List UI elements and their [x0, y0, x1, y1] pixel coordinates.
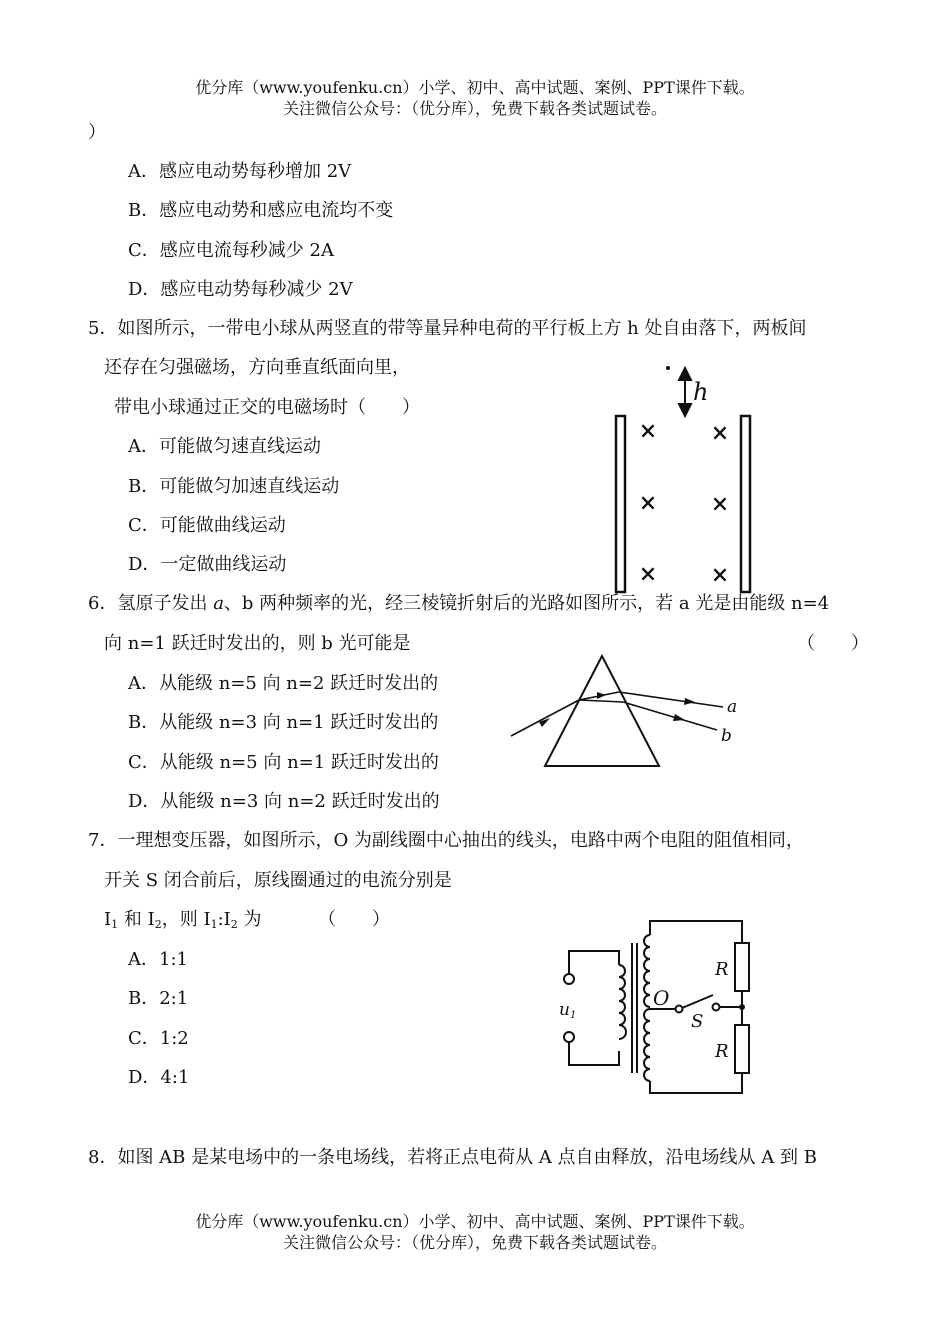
arrow-head — [684, 698, 695, 705]
q6-option-b: B．从能级 n=3 向 n=1 跃迁时发出的 — [128, 712, 439, 733]
q4-option-a: A．感应电动势每秒增加 2V — [128, 161, 352, 182]
q6-option-c: C．从能级 n=5 向 n=1 跃迁时发出的 — [128, 752, 439, 773]
terminal-bottom — [564, 1032, 574, 1042]
and-word: 和 — [118, 909, 148, 930]
q4-option-b: B．感应电动势和感应电流均不变 — [128, 200, 394, 221]
ball-dot — [666, 366, 670, 370]
q4-stem-tail: ） — [88, 122, 106, 143]
label-u: u1 — [559, 1000, 577, 1021]
q4-option-c: C．感应电流每秒减少 2A — [128, 240, 334, 261]
q6-stem-line-1 — [88, 593, 829, 615]
q7-stem-line-2: 开关 S 闭合前后，原线圈通过的电流分别是 — [104, 870, 452, 891]
left-plate — [616, 416, 625, 592]
q8-stem-line-1: 8．如图 AB 是某电场中的一条电场线，若将正点电荷从 A 点自由释放，沿电场线从 A 到 B — [88, 1147, 817, 1168]
resistor-bottom — [735, 1025, 749, 1073]
arrow-head — [597, 692, 606, 699]
label-r-top: R — [715, 959, 729, 980]
q6-option-a: A．从能级 n=5 向 n=2 跃迁时发出的 — [128, 673, 439, 694]
q7-option-a: A．1:1 — [128, 949, 188, 970]
inner-ray-b — [579, 700, 623, 702]
label-o: O — [653, 986, 670, 1010]
q7-stem-line-1: 7．一理想变压器，如图所示，O 为副线圈中心抽出的线头，电路中两个电阻的阻值相同， — [88, 830, 804, 851]
arrow-head — [539, 718, 550, 727]
q6-stem-line-2: 向 n=1 跃迁时发出的，则 b 光可能是 — [104, 633, 411, 654]
subscript-2: 2 — [230, 918, 238, 931]
ratio-pre: ，则 — [161, 909, 204, 930]
subscript-1: 1 — [210, 918, 218, 931]
ratio-colon: : — [217, 909, 224, 930]
ratio-i1: I — [203, 909, 211, 930]
arrow-head — [673, 714, 685, 721]
q6-option-d: D．从能级 n=3 向 n=2 跃迁时发出的 — [128, 791, 440, 812]
primary-wire — [569, 951, 619, 974]
q7-figure-transformer — [555, 915, 770, 1100]
subscript-2: 2 — [154, 918, 162, 931]
footer-line-2: 关注微信公众号：（优分库），免费下载各类试题试卷。 — [282, 1233, 667, 1252]
switch-blade — [682, 995, 713, 1008]
terminal-top — [564, 974, 574, 984]
header-line-1: 优分库（www.youfenku.cn）小学、初中、高中试题、案例、PPT课件下载。 — [195, 78, 755, 97]
q7-option-c: C．1:2 — [128, 1028, 189, 1049]
secondary-coil — [644, 935, 650, 1007]
q4-option-d: D．感应电动势每秒减少 2V — [128, 279, 353, 300]
field-x-mark: × — [638, 418, 658, 444]
primary-coil — [619, 965, 626, 1039]
secondary-wire — [650, 1073, 742, 1093]
q5-stem-line-1: 5．如图所示，一带电小球从两竖直的带等量异种电荷的平行板上方 h 处自由落下，两板间 — [88, 318, 807, 339]
junction-dot — [739, 1004, 745, 1010]
q5-option-a: A．可能做匀速直线运动 — [128, 436, 321, 457]
q6-figure-prism — [505, 652, 755, 772]
q7-option-d: D．4:1 — [128, 1067, 190, 1088]
h-label: h — [693, 378, 709, 406]
q5-figure-parallel-plates — [605, 360, 765, 600]
secondary-coil — [644, 1009, 650, 1081]
label-s: S — [691, 1011, 704, 1032]
q7-stem-line-3 — [104, 909, 262, 931]
label-a: a — [727, 697, 738, 717]
q5-option-c: C．可能做曲线运动 — [128, 515, 286, 536]
prism-triangle — [545, 656, 659, 766]
q6-stem-pre: 6．氢原子发出 — [88, 593, 214, 614]
field-x-mark: × — [638, 561, 658, 587]
field-x-mark: × — [710, 562, 730, 588]
current-i1: I — [104, 909, 112, 930]
q5-stem-line-3: 带电小球通过正交的电磁场时（ ） — [114, 397, 420, 418]
resistor-top — [735, 943, 749, 991]
height-arrow — [679, 368, 691, 416]
q7-option-b: B．2:1 — [128, 988, 189, 1009]
label-b: b — [721, 726, 732, 746]
primary-wire — [569, 1042, 619, 1065]
q7-answer-bracket: （ ） — [318, 909, 390, 930]
q6-stem-post: 、b 两种频率的光，经三棱镜折射后的光路如图所示，若 a 光是由能级 n=4 — [223, 593, 830, 614]
q5-option-b: B．可能做匀加速直线运动 — [128, 476, 340, 497]
header-line-2: 关注微信公众号：（优分库），免费下载各类试题试卷。 — [282, 99, 667, 118]
ratio-post: 为 — [237, 909, 262, 930]
q5-option-d: D．一定做曲线运动 — [128, 554, 287, 575]
field-x-mark: × — [638, 490, 658, 516]
subscript-1: 1 — [111, 918, 119, 931]
right-plate — [741, 416, 750, 592]
label-r-bottom: R — [715, 1041, 729, 1062]
footer-line-1: 优分库（www.youfenku.cn）小学、初中、高中试题、案例、PPT课件下载。 — [195, 1212, 755, 1231]
ratio-i2: I — [223, 909, 231, 930]
current-i2: I — [147, 909, 155, 930]
field-x-mark: × — [710, 491, 730, 517]
switch-pivot — [676, 1006, 683, 1013]
switch-contact — [713, 1004, 720, 1011]
field-x-mark: × — [710, 420, 730, 446]
q6-answer-bracket: （ ） — [797, 633, 869, 654]
q5-stem-line-2: 还存在匀强磁场，方向垂直纸面向里， — [104, 357, 410, 378]
secondary-wire — [650, 921, 742, 943]
q6-stem-a: a — [213, 593, 224, 614]
